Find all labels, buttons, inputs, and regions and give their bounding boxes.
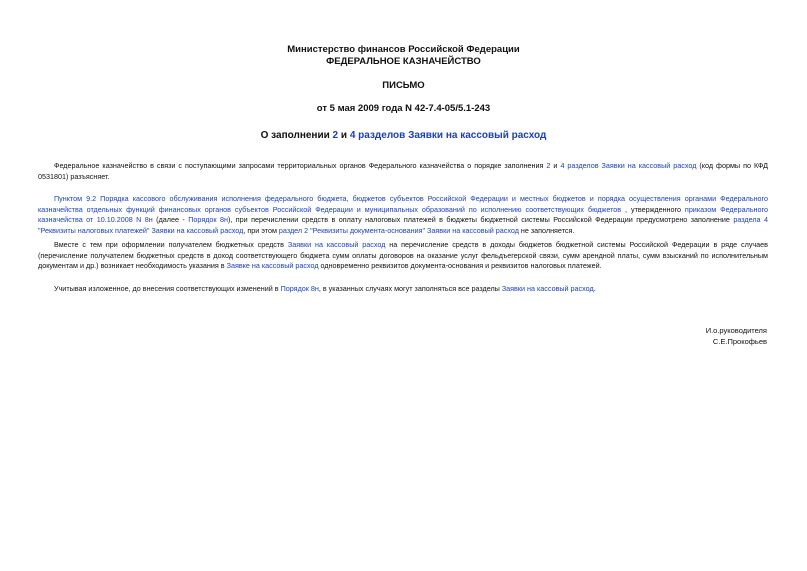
p2-link-order-8n[interactable]: Порядок 8н: [188, 215, 228, 225]
document-type: ПИСЬМО: [382, 80, 425, 91]
p2-text-3: ), при перечислении средств в оплату налоговых платежей в бюджеты бюджетной системы Российской Федерации предусмотрено заполнение: [227, 215, 734, 225]
p2-link-item-9-2[interactable]: Пунктом 9.2 Порядка кассового обслуживания исполнения федерального бюджета, бюджетов субъектов Российской Федерации и местных бюджетов и порядка осуществления органами Федерального казначейства отдельных функций финансовых органов субъектов Российской Федерации и муниципальных образований по исполнению соответствующих бюджетов: [38, 194, 768, 214]
p1-text-1: Федеральное казначейство в связи с поступающими запросами территориальных органов Федерального казначейства о порядке заполнения: [54, 161, 547, 170]
p3-text-2: на перечисление средств в доходы бюджетов бюджетной системы Российской Федерации в ряде случаев (перечисление получателем бюджетных средств в доход соответствующего бюджета сумм оплаты договоров на оказание услуг фельдъегерской связи, сумм арендной платы, сумм взысканий по исполнительным документам и др.) возникает необходимость указания в: [38, 240, 768, 271]
document-date-number: от 5 мая 2009 года N 42-7.4-05/5.1-243: [316, 103, 491, 114]
ministry-name: Министерство финансов Российской Федерации: [287, 44, 520, 55]
title-mid: и: [338, 130, 350, 141]
paragraph-4: [38, 284, 768, 295]
p1-text-3: (код формы по КФД 0531801) разъясняет.: [38, 161, 768, 181]
p4-text-2: , в указанных случаях могут заполняться все разделы: [318, 284, 502, 293]
p3-text-1: Вместе с тем при оформлении получателем бюджетных средств: [54, 240, 288, 249]
p4-text-1: Учитывая изложенное, до внесения соответствующих изменений в: [54, 284, 281, 293]
p2-link-section-4[interactable]: раздела 4 "Реквизиты налоговых платежей" Заявки на кассовый расход: [38, 215, 768, 235]
title-prefix: О заполнении: [260, 130, 333, 141]
p3-text-3: одновременно реквизитов документа-основания и реквизитов налоговых платежей.: [318, 261, 602, 271]
p4-text-3: .: [593, 284, 596, 293]
p4-link-order-8n[interactable]: Порядок 8н: [280, 284, 319, 293]
p2-link-section-2[interactable]: раздел 2 "Реквизиты документа-основания" Заявки на кассовый расход: [278, 225, 519, 235]
p2-text-1: , утвержденного: [621, 204, 685, 214]
p3-link-request[interactable]: Заявки на кассовый расход: [287, 240, 386, 249]
paragraph-3: [38, 240, 768, 272]
treasury-name: ФЕДЕРАЛЬНОЕ КАЗНАЧЕЙСТВО: [326, 56, 481, 67]
signature-name: С.Е.Прокофьев: [712, 337, 767, 346]
document-title: [0, 130, 807, 141]
p2-text-2: (далее -: [152, 215, 189, 225]
signature-position: И.о.руководителя: [705, 326, 767, 335]
title-link-section-2[interactable]: 2: [332, 130, 339, 141]
title-link-section-4[interactable]: 4 разделов Заявки на кассовый расход: [349, 130, 547, 141]
paragraph-1: [38, 161, 768, 182]
paragraph-2: [38, 194, 768, 236]
p1-text-2: и: [550, 161, 561, 170]
p2-link-order[interactable]: приказом Федерального казначейства от 10.10.2008 N 8н: [38, 204, 768, 225]
p3-link-request-2[interactable]: Заявке на кассовый расход: [226, 261, 319, 271]
p2-text-4: , при этом: [243, 225, 279, 235]
p2-text-5: не заполняется.: [518, 225, 575, 235]
p4-link-request[interactable]: Заявки на кассовый расход: [501, 284, 594, 293]
p1-link-section-4[interactable]: 4 разделов Заявки на кассовый расход: [560, 161, 697, 170]
p1-link-section-2[interactable]: 2: [546, 161, 551, 170]
